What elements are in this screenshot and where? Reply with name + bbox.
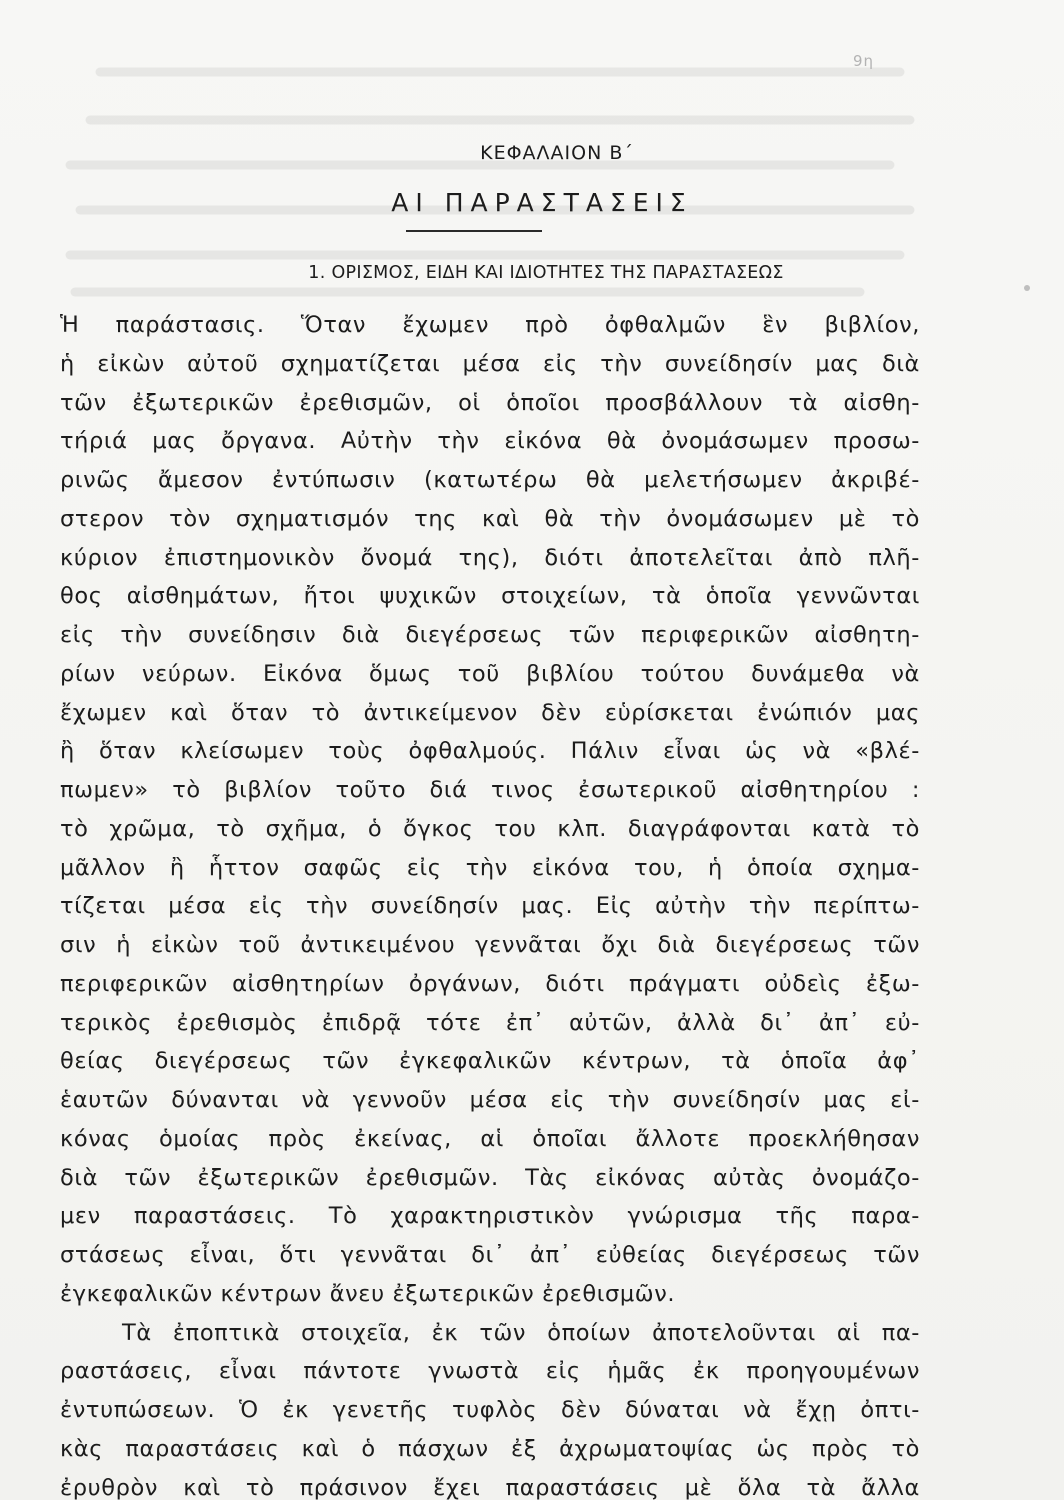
text-line: ρινῶς ἄμεσον ἐντύπωσιν (κατωτέρω θὰ μελετήσωμεν ἀκριβέ- [60,467,920,493]
text-line: τερικὸς ἐρεθισμὸς ἐπιδρᾷ τότε ἐπ᾿ αὐτῶν, ἀλλὰ δι᾿ ἀπ᾿ εὐ- [60,1009,920,1036]
text-line: ἐγκεφαλικῶν κέντρων ἄνευ ἐξωτερικῶν ἐρεθισμῶν. [60,1280,676,1307]
text-line: ἡ εἰκὼν αὐτοῦ σχηματίζεται μέσα εἰς τὴν συνείδησίν μας διὰ [60,350,920,377]
text-line: Ἡ παράστασις. Ὅταν ἔχωμεν πρὸ ὀφθαλμῶν ἓν βιβλίον, [60,312,920,338]
text-line: Τὰ ἐποπτικὰ στοιχεῖα, ἐκ τῶν ὁποίων ἀποτελοῦνται αἱ πα- [122,1319,920,1346]
text-line: ἐντυπώσεων. Ὁ ἐκ γενετῆς τυφλὸς δὲν δύναται νὰ ἔχῃ ὀπτι- [60,1397,920,1423]
text-line: θος αἰσθημάτων, ἤτοι ψυχικῶν στοιχείων, τὰ ὁποῖα γεννῶνται [60,583,920,610]
text-line: θείας διεγέρσεως τῶν ἐγκεφαλικῶν κέντρων, τὰ ὁποῖα ἀφ᾿ [60,1048,920,1075]
text-line: τῶν ἐξωτερικῶν ἐρεθισμῶν, οἱ ὁποῖοι προσβάλλουν τὰ αἰσθη- [60,389,920,416]
text-line: ρίων νεύρων. Εἰκόνα ὅμως τοῦ βιβλίου τούτου δυνάμεθα νὰ [60,660,920,687]
text-line: ἔχωμεν καὶ ὅταν τὸ ἀντικείμενον δὲν εὑρίσκεται ἐνώπιόν μας [60,699,920,726]
chapter-title: ΑΙ ΠΑΡΑΣΤΑΣΕΙΣ [391,188,693,217]
text-line: ραστάσεις, εἶναι πάντοτε γνωστὰ εἰς ἡμᾶς ἐκ προηγουμένων [60,1358,920,1385]
text-line: κὰς παραστάσεις καὶ ὁ πάσχων ἐξ ἀχρωματοψίας ὡς πρὸς τὸ [60,1435,920,1462]
title-underline [406,230,542,232]
text-line: στάσεως εἶναι, ὅτι γεννᾶται δι᾿ ἀπ᾿ εὐθείας διεγέρσεως τῶν [60,1242,920,1268]
text-line: τὸ χρῶμα, τὸ σχῆμα, ὁ ὄγκος του κλπ. διαγράφονται κατὰ τὸ [60,815,920,842]
text-line: σιν ἡ εἰκὼν τοῦ ἀντικειμένου γεννᾶται ὄχι διὰ διεγέρσεως τῶν [60,932,920,958]
body-text [60,306,920,1500]
text-line: ἐρυθρὸν καὶ τὸ πράσινον ἔχει παραστάσεις μὲ ὅλα τὰ ἄλλα [60,1474,920,1500]
text-line: τήριά μας ὄργανα. Αὐτὴν τὴν εἰκόνα θὰ ὀνομάσωμεν προσω- [60,428,920,455]
text-line: στερον τὸν σχηματισμόν της καὶ θὰ τὴν ὀνομάσωμεν μὲ τὸ [60,505,920,532]
text-line: κόνας ὁμοίας πρὸς ἐκείνας, αἱ ὁποῖαι ἄλλοτε προεκλήθησαν [60,1125,920,1152]
text-line: μᾶλλον ἢ ἧττον σαφῶς εἰς τὴν εἰκόνα του, ἡ ὁποία σχημα- [60,854,920,881]
dust-speck [1024,285,1030,291]
text-line: ἢ ὅταν κλείσωμεν τοὺς ὀφθαλμούς. Πάλιν εἶναι ὡς νὰ «βλέ- [60,738,920,765]
text-line: εἰς τὴν συνείδησιν διὰ διεγέρσεως τῶν περιφερικῶν αἰσθητη- [60,622,920,648]
text-line: ἑαυτῶν δύνανται νὰ γεννοῦν μέσα εἰς τὴν συνείδησίν μας εἰ- [60,1087,920,1113]
text-line: πωμεν» τὸ βιβλίον τοῦτο διά τινος ἐσωτερικοῦ αἰσθητηρίου : [60,777,920,803]
text-line: κύριον ἐπιστημονικὸν ὄνομά της), διότι ἀποτελεῖται ἀπὸ πλῆ- [60,544,920,571]
text-line: τίζεται μέσα εἰς τὴν συνείδησίν μας. Εἰς αὐτὴν τὴν περίπτω- [60,893,920,920]
chapter-label: ΚΕΦΑΛΑΙΟΝ Β΄ [480,142,634,164]
text-line: περιφερικῶν αἰσθητηρίων ὀργάνων, διότι πράγματι οὐδεὶς ἐξω- [60,970,920,997]
text-line: διὰ τῶν ἐξωτερικῶν ἐρεθισμῶν. Τὰς εἰκόνας αὐτὰς ὀνομάζο- [60,1164,920,1191]
section-heading: 1. ΟΡΙΣΜΟΣ, ΕΙΔΗ ΚΑΙ ΙΔΙΟΤΗΤΕΣ ΤΗΣ ΠΑΡΑΣΤΑΣΕΩΣ [308,263,784,283]
text-line: μεν παραστάσεις. Τὸ χαρακτηριστικὸν γνώρισμα τῆς παρα- [60,1203,920,1230]
page-number: 9η [852,52,874,70]
